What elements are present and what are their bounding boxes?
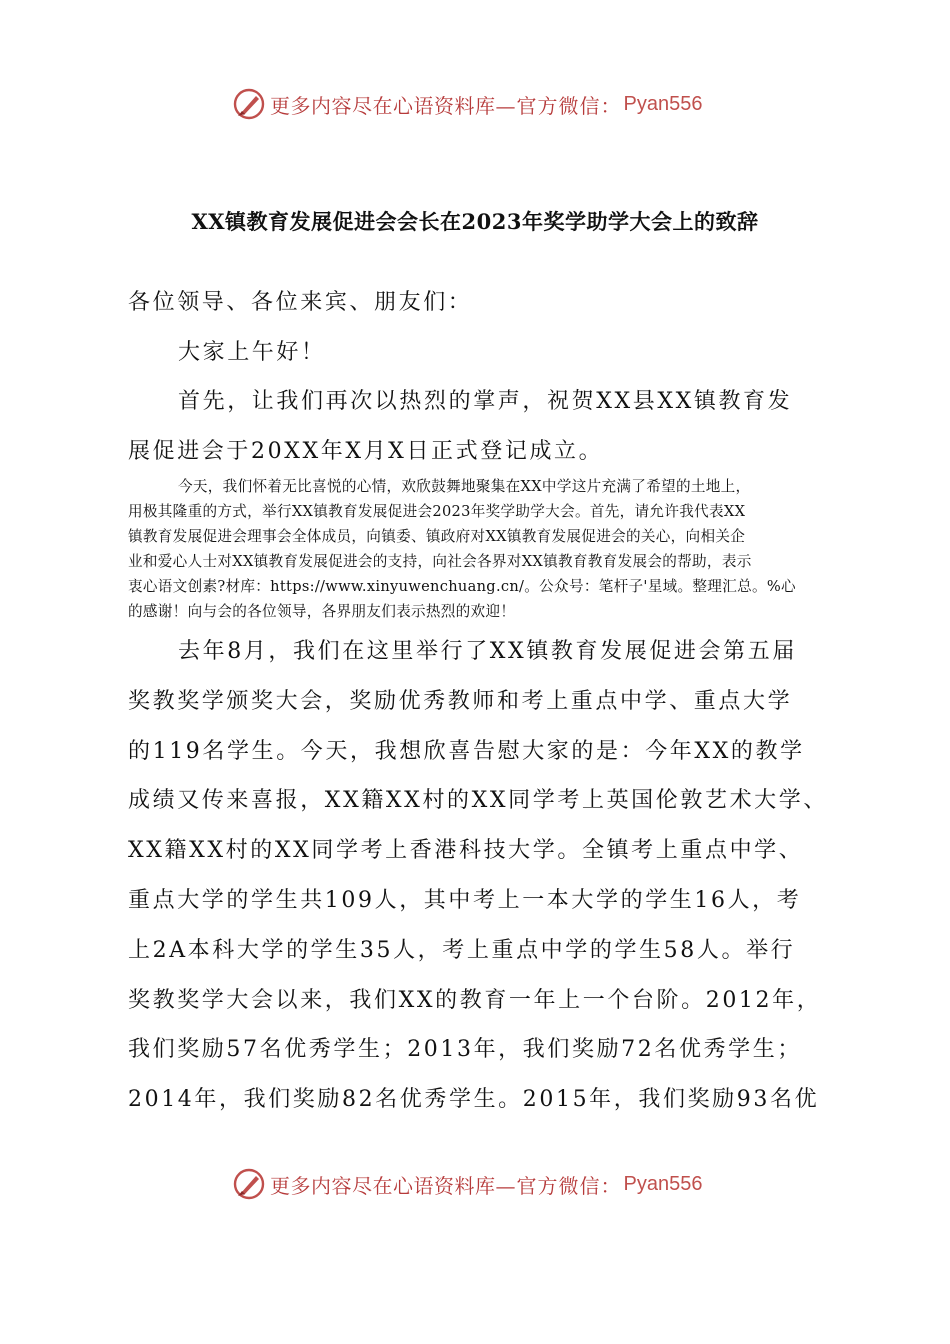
wechat-id: Pyan556 <box>623 92 703 115</box>
pen-logo-icon <box>232 87 266 121</box>
paragraph3-line: 成绩又传来喜报，XX籍XX村的XX同学考上英国伦敦艺术大学、 <box>128 788 828 813</box>
official-wechat-label: —官方微信： <box>495 1173 622 1198</box>
paragraph2-line: 今天，我们怀着无比喜悦的心情，欢欣鼓舞地聚集在XX中学这片充满了希望的土地上， <box>178 478 751 495</box>
paragraph3-line: 奖教奖学颁奖大会，奖励优秀教师和考上重点中学、重点大学 <box>128 689 793 714</box>
paragraph2-line: 的感谢！向与会的各位领导，各界朋友们表示热烈的欢迎！ <box>128 603 516 620</box>
brand-text: 更多内容尽在心语资料库 <box>270 93 496 118</box>
wechat-id: Pyan556 <box>623 1172 703 1195</box>
paragraph3-line: 2014年，我们奖励82名优秀学生。2015年，我们奖励93名优 <box>128 1087 820 1112</box>
salutation: 各位领导、各位来宾、朋友们： <box>128 290 473 315</box>
official-wechat-label: —官方微信： <box>495 93 622 118</box>
paragraph2-line: 用极其隆重的方式，举行XX镇教育发展促进会2023年奖学助学大会。首先，请允许我代表XX <box>128 503 746 520</box>
paragraph1-line: 展促进会于20XX年X月X日正式登记成立。 <box>128 439 604 464</box>
paragraph3-line: 去年8月，我们在这里举行了XX镇教育发展促进会第五届 <box>178 639 797 664</box>
paragraph2-line: 衷心语文创素?材库：https://www.xinyuwenchuang.cn/。公众号：笔杆子'星域。整理汇总。%心 <box>128 578 796 595</box>
greeting: 大家上午好！ <box>178 340 326 365</box>
brand-text: 更多内容尽在心语资料库 <box>270 1173 496 1198</box>
paragraph2-line: 业和爱心人士对XX镇教育发展促进会的支持，向社会各界对XX镇教育教育发展会的帮助，表示 <box>128 553 752 570</box>
paragraph3-line: 上2A本科大学的学生35人，考上重点中学的学生58人。举行 <box>128 938 796 963</box>
pen-logo-icon <box>232 1167 266 1201</box>
footer-banner <box>232 1164 702 1204</box>
paragraph3-line: 我们奖励57名优秀学生；2013年，我们奖励72名优秀学生； <box>128 1037 802 1062</box>
paragraph3-line: 的119名学生。今天，我想欣喜告慰大家的是：今年XX的教学 <box>128 739 805 764</box>
paragraph3-line: XX籍XX村的XX同学考上香港科技大学。全镇考上重点中学、 <box>128 838 804 863</box>
header-banner <box>232 84 702 124</box>
paragraph3-line: 重点大学的学生共109人，其中考上一本大学的学生16人，考 <box>128 888 802 913</box>
paragraph1-line: 首先，让我们再次以热烈的掌声，祝贺XX县XX镇教育发 <box>178 389 793 414</box>
paragraph2-line: 镇教育发展促进会理事会全体成员，向镇委、镇政府对XX镇教育发展促进会的关心，向相关企 <box>128 528 746 545</box>
document-title: XX镇教育发展促进会会长在2023年奖学助学大会上的致辞 <box>191 209 759 234</box>
paragraph3-line: 奖教奖学大会以来，我们XX的教育一年上一个台阶。2012年， <box>128 988 822 1013</box>
